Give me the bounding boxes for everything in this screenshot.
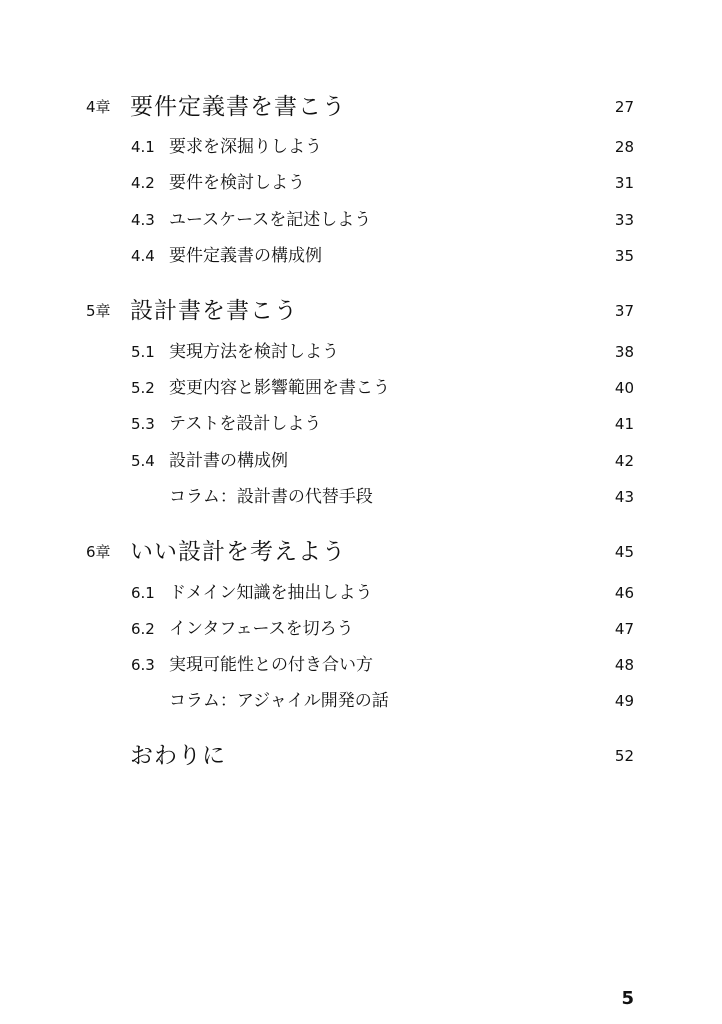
toc-section-6-1[interactable] [0,578,722,608]
chapter-number: 6章 [86,543,111,561]
page-ref: 42 [614,452,634,470]
section-title: 要件を検討しよう [169,173,305,193]
page-ref: 35 [614,247,634,265]
toc-section-6-3[interactable] [0,650,722,680]
section-number: 4.2 [131,174,155,192]
page-ref: 47 [614,620,634,638]
toc-section-4-3[interactable] [0,205,722,235]
page-ref: 37 [614,302,634,320]
toc-column-6[interactable] [0,686,722,716]
page-ref: 48 [614,656,634,674]
toc-section-4-4[interactable] [0,241,722,271]
page-ref: 38 [614,343,634,361]
section-title: インタフェースを切ろう [169,619,354,639]
section-title: ユースケースを記述しよう [169,210,372,230]
page-ref: 49 [614,692,634,710]
section-number: 5.2 [131,379,155,397]
section-number: 4.4 [131,247,155,265]
toc-section-5-3[interactable] [0,409,722,439]
section-title: テストを設計しよう [169,414,322,434]
toc-chapter-6[interactable] [0,537,722,567]
chapter-title: 設計書を書こう [130,298,298,324]
chapter-number: 4章 [86,98,111,116]
page-ref: 27 [614,98,634,116]
section-number: 5.4 [131,452,155,470]
section-title: 実現可能性との付き合い方 [169,655,373,675]
page-ref: 41 [614,415,634,433]
toc-section-5-1[interactable] [0,337,722,367]
section-number: 5.1 [131,343,155,361]
toc-section-6-2[interactable] [0,614,722,644]
section-title: 実現方法を検討しよう [169,342,339,362]
toc-column-5[interactable] [0,482,722,512]
page-ref: 40 [614,379,634,397]
page-ref: 43 [614,488,634,506]
page-ref: 31 [614,174,634,192]
toc-outro[interactable] [0,741,722,771]
page-ref: 45 [614,543,634,561]
toc-section-5-2[interactable] [0,373,722,403]
section-title: 要件定義書の構成例 [169,246,322,266]
toc-section-4-2[interactable] [0,168,722,198]
chapter-title: いい設計を考えよう [130,539,346,565]
column-title: コラム：設計書の代替手段 [169,487,373,507]
outro-title: おわりに [130,743,226,769]
page-number: 5 [621,988,634,1009]
section-title: ドメイン知識を抽出しよう [169,583,373,603]
page-ref: 46 [614,584,634,602]
toc-chapter-4[interactable] [0,92,722,122]
chapter-number: 5章 [86,302,111,320]
toc-section-4-1[interactable] [0,132,722,162]
section-title: 変更内容と影響範囲を書こう [169,378,390,398]
page-ref: 33 [614,211,634,229]
toc-section-5-4[interactable] [0,446,722,476]
section-title: 要求を深掘りしよう [169,137,322,157]
section-number: 6.1 [131,584,155,602]
section-number: 6.2 [131,620,155,638]
chapter-title: 要件定義書を書こう [130,94,346,120]
page-ref: 28 [614,138,634,156]
section-number: 4.1 [131,138,155,156]
toc-chapter-5[interactable] [0,296,722,326]
section-number: 4.3 [131,211,155,229]
section-number: 6.3 [131,656,155,674]
section-number: 5.3 [131,415,155,433]
section-title: 設計書の構成例 [169,451,288,471]
page-ref: 52 [614,747,634,765]
column-title: コラム：アジャイル開発の話 [169,691,389,711]
